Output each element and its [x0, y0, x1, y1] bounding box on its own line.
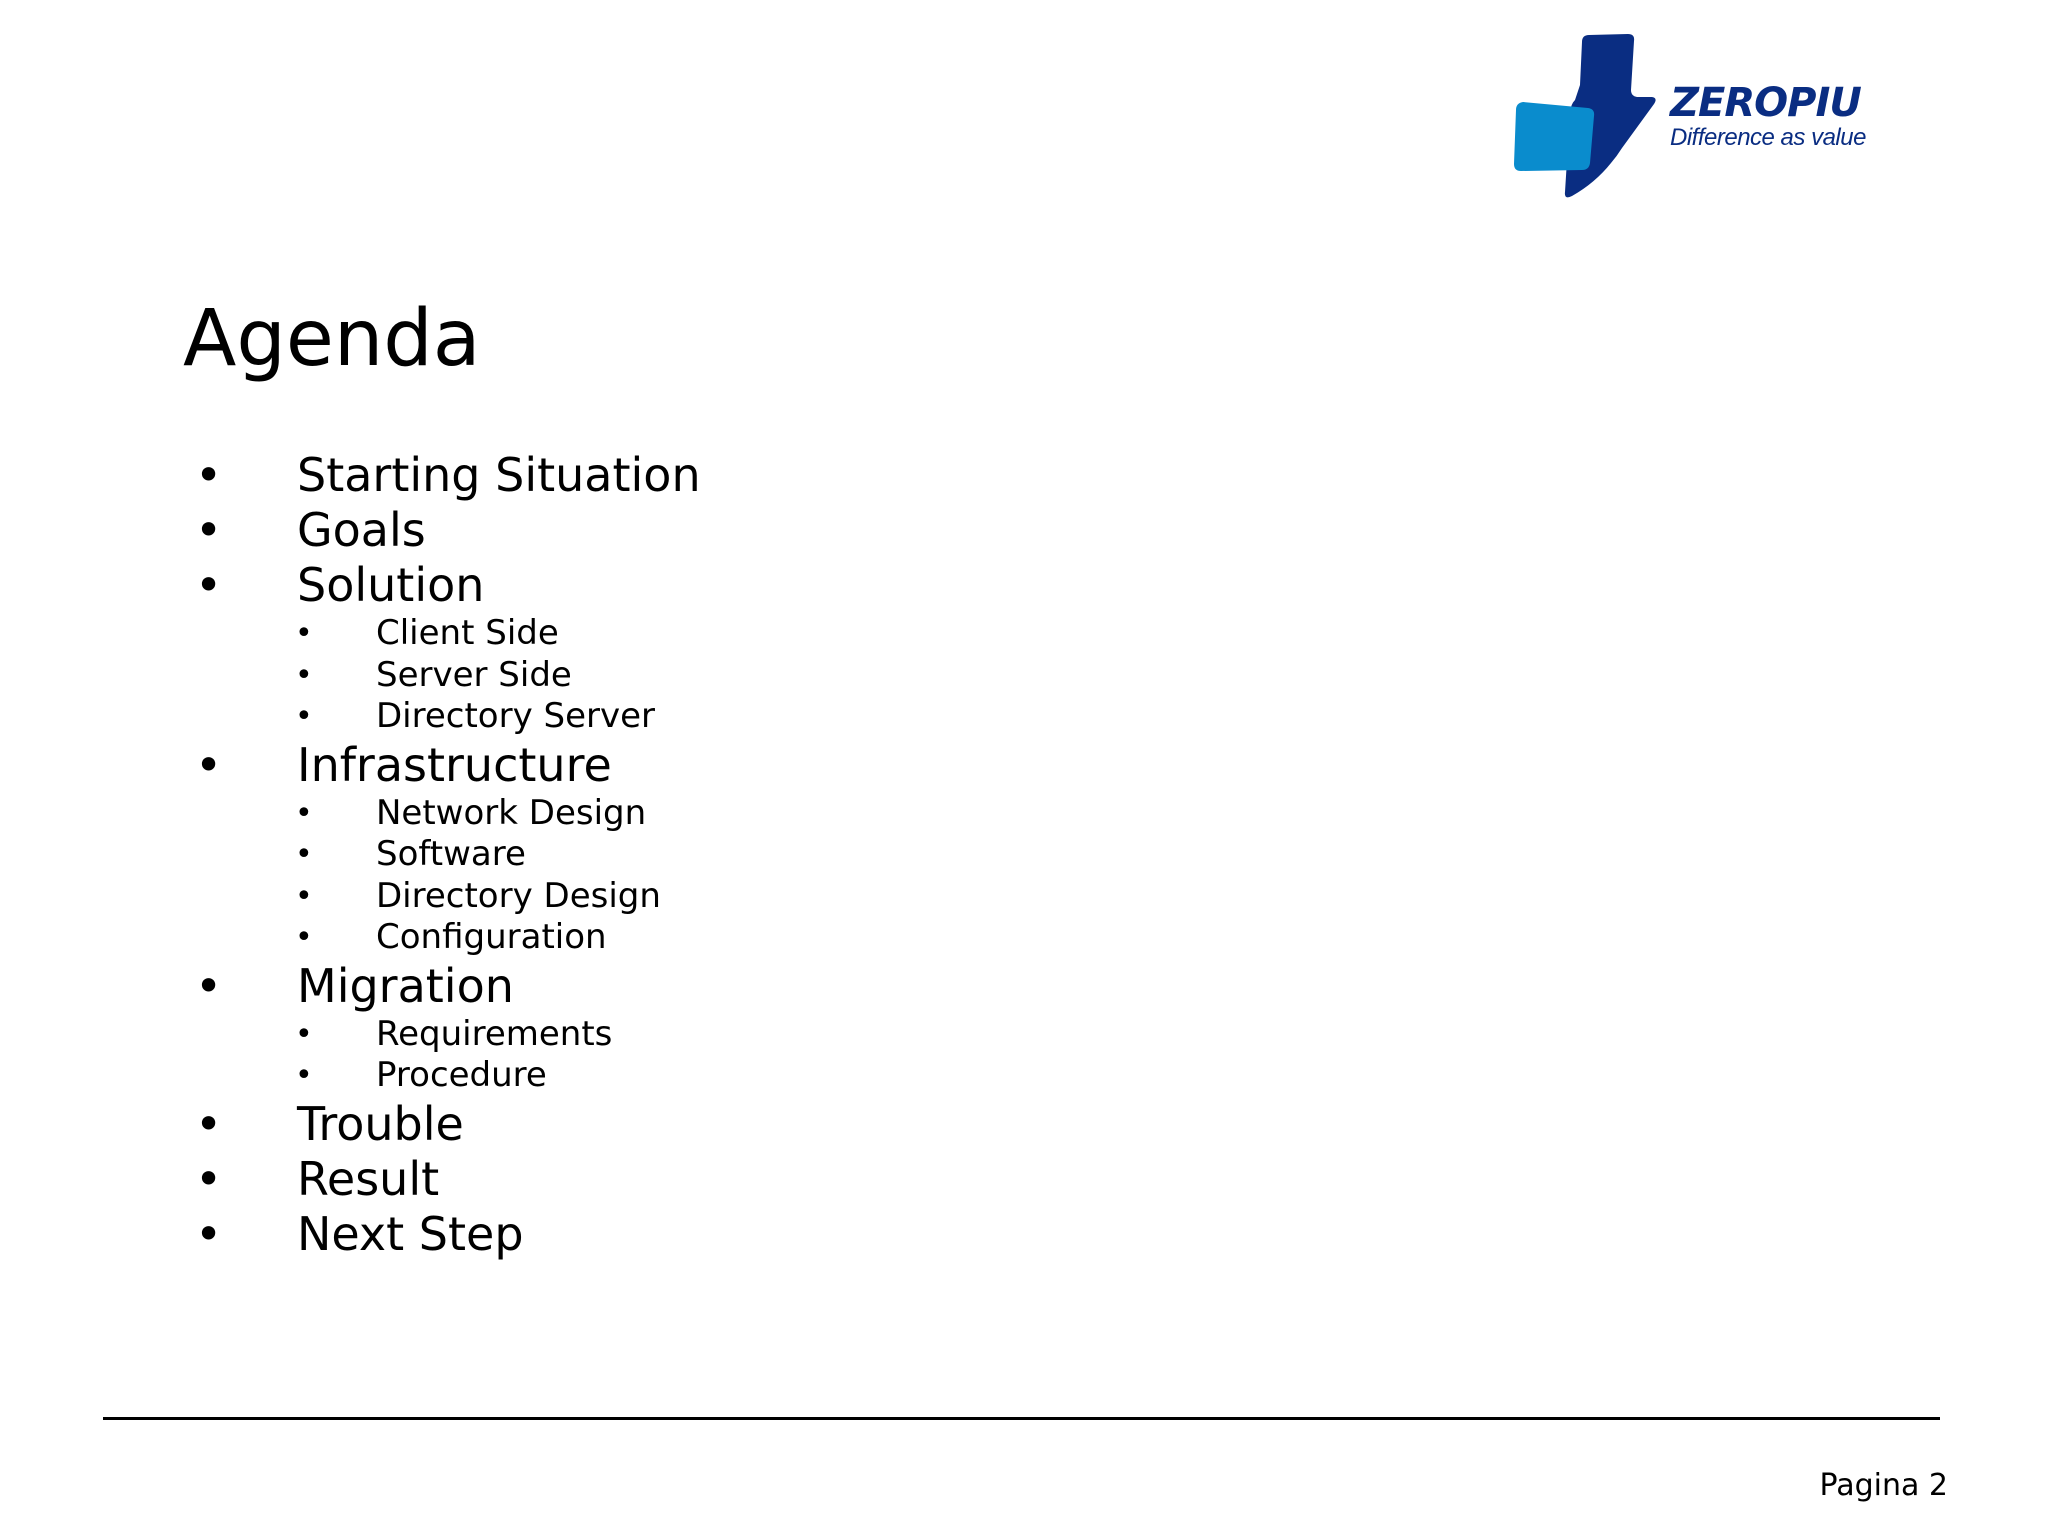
logo-mark-icon [1500, 30, 1670, 205]
agenda-item-label: Next Step [297, 1206, 524, 1261]
bullet-icon: • [295, 920, 313, 955]
logo-tagline: Difference as value [1670, 124, 1866, 151]
bullet-icon: • [195, 1096, 223, 1151]
agenda-item-label: Starting Situation [297, 448, 701, 502]
bullet-icon: • [295, 795, 313, 831]
bullet-icon: • [295, 699, 313, 734]
agenda-subitem-label: Client Side [376, 613, 559, 653]
zeropiu-logo [1500, 30, 1900, 205]
agenda-subitem-label: Server Side [376, 654, 572, 695]
bullet-icon: • [195, 1206, 223, 1261]
page-number: Pagina 2 [1819, 1468, 1948, 1503]
agenda-subitem-label: Directory Design [376, 875, 661, 916]
bullet-icon: • [195, 737, 223, 792]
bullet-icon: • [195, 448, 223, 502]
bullet-icon: • [195, 503, 223, 557]
logo-wordmark: ZEROPIU [1670, 80, 1861, 126]
agenda-item-label: Solution [297, 558, 485, 612]
agenda-subitem-label: Network Design [376, 792, 647, 833]
bullet-icon: • [195, 558, 223, 612]
bullet-icon: • [195, 1151, 223, 1206]
slide-title: Agenda [183, 294, 481, 384]
bullet-icon: • [295, 657, 313, 693]
bullet-icon: • [295, 878, 313, 914]
agenda-subitem-label: Procedure [376, 1055, 547, 1095]
bullet-icon: • [295, 1016, 313, 1052]
agenda-subitem-label: Directory Server [376, 696, 656, 736]
agenda-subitem-label: Software [376, 834, 526, 874]
footer-divider [103, 1417, 1940, 1420]
agenda-item-label: Trouble [297, 1096, 464, 1151]
agenda-item-label: Migration [297, 958, 514, 1013]
agenda-item-label: Result [297, 1151, 440, 1206]
agenda-item-label: Goals [297, 503, 426, 557]
agenda-subitem-label: Requirements [376, 1013, 613, 1054]
bullet-icon: • [195, 958, 223, 1013]
bullet-icon: • [295, 837, 313, 872]
bullet-icon: • [295, 616, 313, 651]
bullet-icon: • [295, 1058, 313, 1093]
agenda-item-label: Infrastructure [297, 737, 612, 792]
agenda-subitem-label: Configuration [376, 917, 607, 957]
